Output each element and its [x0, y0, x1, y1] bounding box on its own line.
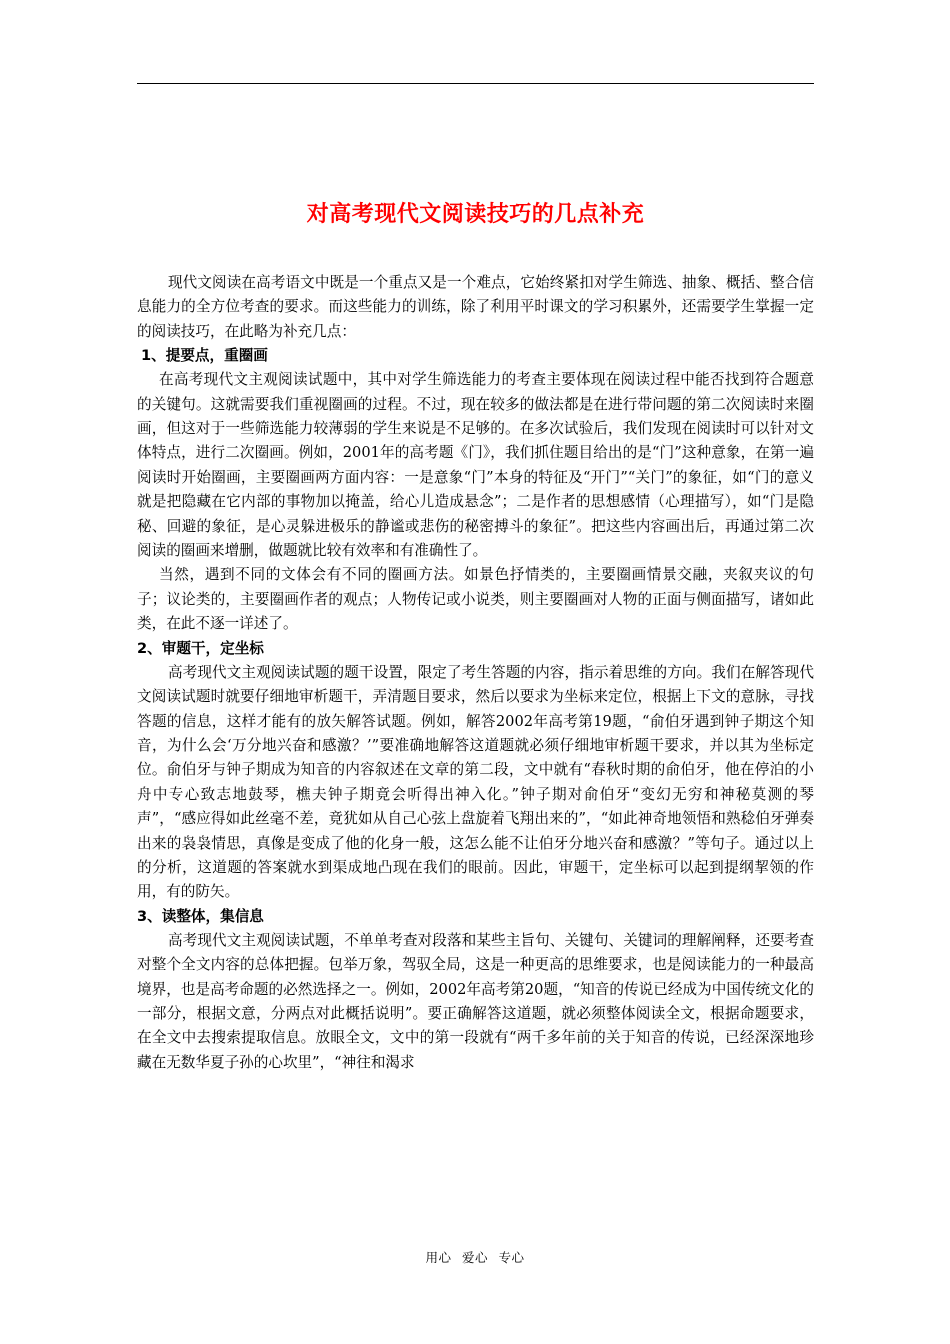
document-body [137, 271, 814, 1075]
section-heading-2: 2、审题干，定坐标 [137, 639, 264, 657]
section-2-paragraph-1: 高考现代文主观阅读试题的题干设置，限定了考生答题的内容，指示着思维的方向。我们在解答现代文阅读试题时就要仔细地审析题干，弄清题目要求，然后以要求为坐标来定位，根据上下文的意脉，寻找答题的信息，这样才能有的放矢解答试题。例如，解答2002年高考第19题，“俞伯牙遇到钟子期这个知音，为什么会‘万分地兴奋和感激？’”要准确地解答这道题就必须仔细地审析题干要求，并以其为坐标定位。俞伯牙与钟子期成为知音的内容叙述在文章的第二段，文中就有“春秋时期的俞伯牙，他在停泊的小舟中专心致志地鼓琴，樵夫钟子期竟会听得出神入化。”钟子期对俞伯牙“变幻无穷和神秘莫测的琴声”，“感应得如此丝毫不差，竟犹如从自己心弦上盘旋着飞翔出来的”，“如此神奇地领悟和熟稔伯牙弹奏出来的袅袅情思，真像是变成了他的化身一般，这怎么能不让伯牙分地兴奋和感激？”等句子。通过以上的分析，这道题的答案就水到渠成地凸现在我们的眼前。因此，审题干，定坐标可以起到提纲挈领的作用，有的防矢。 [137, 663, 814, 901]
section-heading-3: 3、读整体，集信息 [137, 907, 264, 925]
section-heading-1: 1、提要点，重圈画 [141, 347, 268, 365]
section-1-paragraph-2: 当然，遇到不同的文体会有不同的圈画方法。如景色抒情类的，主要圈画情景交融，夹叙夹议的句子；议论类的，主要圈画作者的观点；人物传记或小说类，则主要圈画对人物的正面与侧面描写，诸如此类，在此不逐一详述了。 [137, 566, 814, 633]
section-1-paragraph-1: 在高考现代文主观阅读试题中，其中对学生筛选能力的考查主要体现在阅读过程中能否找到符合题意的关键句。这就需要我们重视圈画的过程。不过，现在较多的做法都是在进行带问题的第二次阅读时来圈画，但这对于一些筛选能力较薄弱的学生来说是不足够的。在多次试验后，我们发现在阅读时可以针对文体特点，进行二次圈画。例如，2001年的高考题《门》，我们抓住题目给出的是“门”这种意象，在第一遍阅读时开始圈画，主要圈画两方面内容：一是意象“门”本身的特征及“开门”“关门”的象征，如“门的意义就是把隐藏在它内部的事物加以掩盖，给心儿造成悬念”；二是作者的思想感情（心理描写），如“门是隐秘、回避的象征，是心灵躲进极乐的静谧或悲伤的秘密搏斗的象征”。把这些内容画出后，再通过第二次阅读的圈画来增删，做题就比较有效率和有准确性了。 [137, 371, 814, 560]
page-footer: 用心 爱心 专心 [425, 1250, 525, 1265]
intro-paragraph: 现代文阅读在高考语文中既是一个重点又是一个难点，它始终紧扣对学生筛选、抽象、概括、整合信息能力的全方位考查的要求。而这些能力的训练，除了利用平时课文的学习积累外，还需要学生掌握一定的阅读技巧，在此略为补充几点： [137, 274, 814, 340]
section-3-paragraph-1: 高考现代文主观阅读试题，不单单考查对段落和某些主旨句、关键句、关键词的理解阐释，还要考查对整个全文内容的总体把握。包举万象，驾驭全局，这是一种更高的思维要求，也是阅读能力的一种最高境界，也是高考命题的必然选择之一。例如，2002年高考第20题，“知音的传说已经成为中国传统文化的一部分，根据文意，分两点对此概括说明”。要正确解答这道题，就必须整体阅读全文，根据命题要求，在全文中去搜索提取信息。放眼全文，文中的第一段就有“两千多年前的关于知音的传说，已经深深地珍藏在无数华夏子孙的心坎里”，“神往和渴求 [137, 931, 814, 1071]
document-title: 对高考现代文阅读技巧的几点补充 [306, 201, 645, 227]
header-rule [137, 83, 814, 84]
